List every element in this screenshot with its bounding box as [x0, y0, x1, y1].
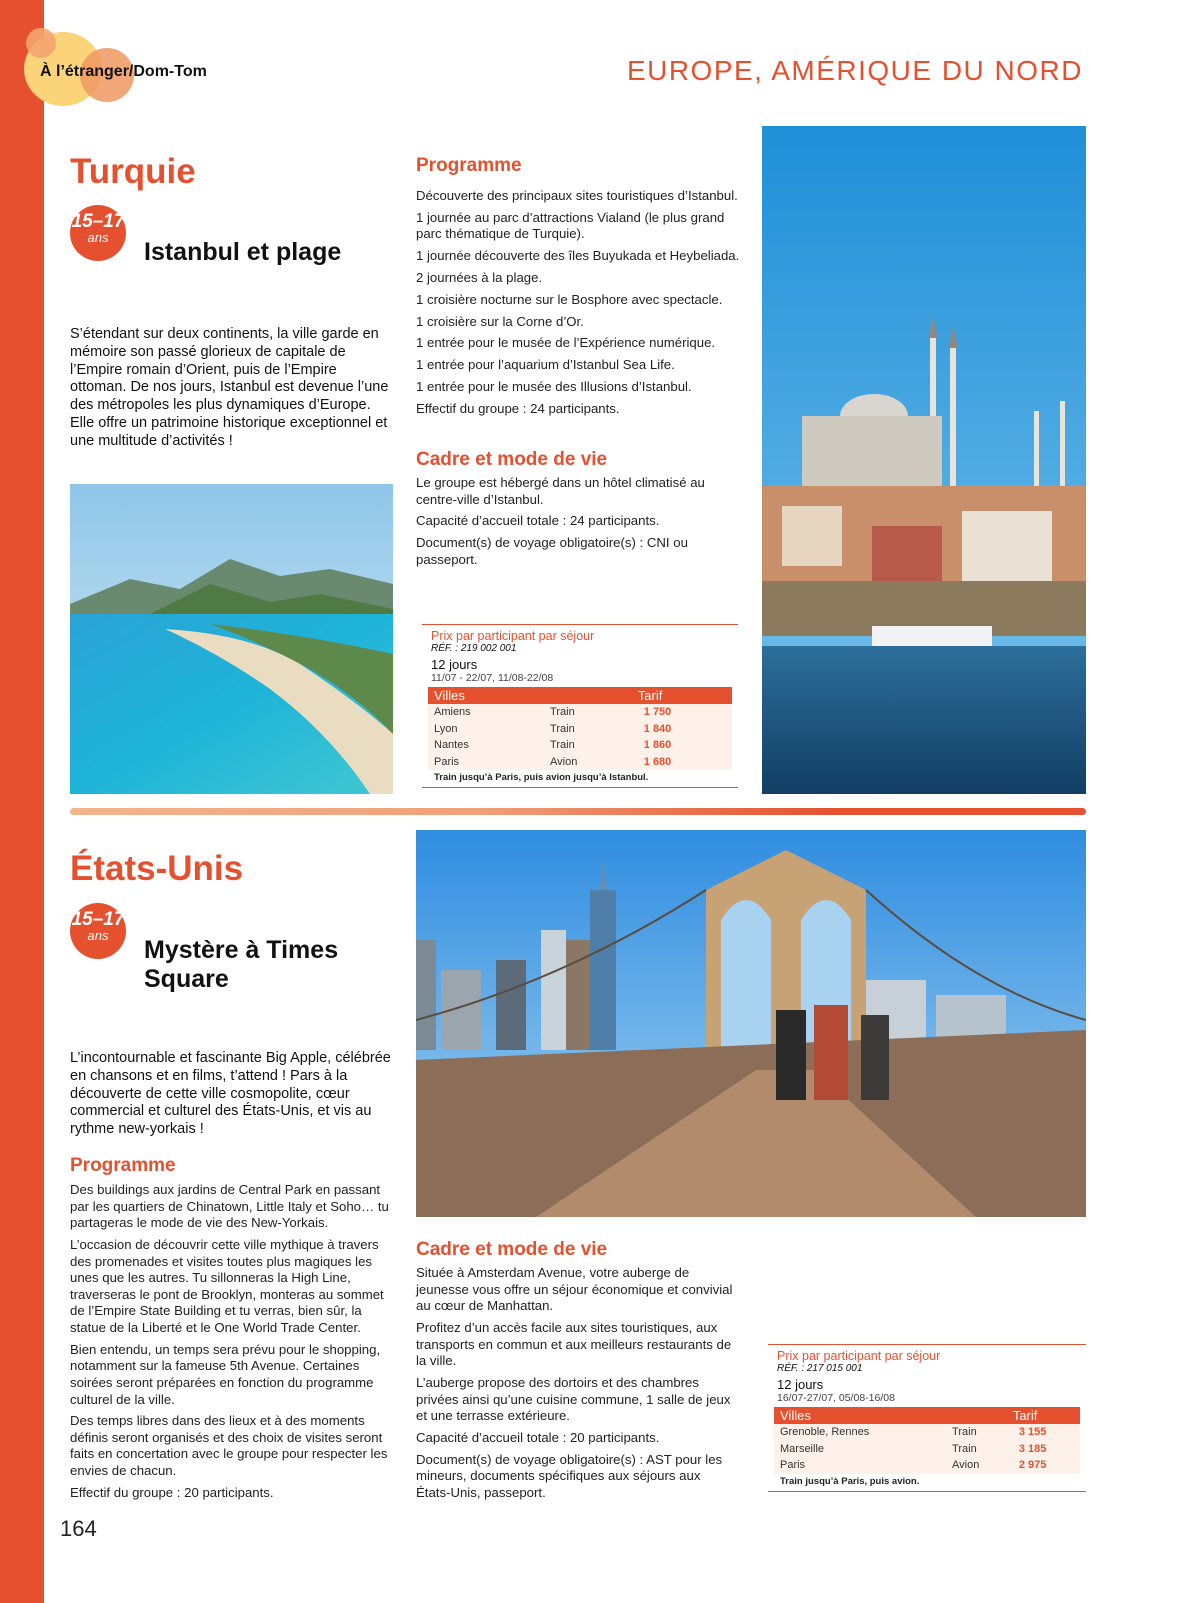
section-heading-cadre: Cadre et mode de vie — [416, 1239, 608, 1260]
cadre-item: Profitez d’un accès facile aux sites touristiques, aux transports en commun et aux meilleurs restaurants de la ville. — [416, 1319, 732, 1369]
programme-item: Des temps libres dans des lieux et à des moments définis seront organisés et des choix de visites seront faits en concertation avec le groupe pour respecter les envies de chacun. — [70, 1413, 388, 1479]
price-duration: 12 jours — [777, 1377, 824, 1392]
cadre-item: Document(s) de voyage obligatoire(s) : CNI ou passeport. — [416, 535, 688, 567]
programme-item: 1 entrée pour le musée des Illusions d’Istanbul. — [416, 378, 692, 394]
cadre-item: Le groupe est hébergé dans un hôtel climatisé au centre-ville d’Istanbul. — [416, 475, 705, 507]
programme-item: 1 croisière nocturne sur le Bosphore avec spectacle. — [416, 291, 723, 307]
row-price: 1 680 — [638, 754, 732, 771]
price-note: Train jusqu’à Paris, puis avion. — [780, 1475, 920, 1487]
programme-list — [416, 188, 742, 422]
programme-item: 1 journée découverte des îles Buyukada et Heybeliada. — [416, 248, 740, 264]
age-badge — [70, 903, 126, 959]
cadre-item: Document(s) de voyage obligatoire(s) : AST pour les mineurs, documents spécifiques aux séjours aux États-Unis, passeport. — [416, 1451, 723, 1500]
row-price: 1 750 — [638, 704, 732, 721]
row-transport: Avion — [544, 754, 638, 771]
section-divider — [70, 808, 1086, 815]
price-box-turquie — [422, 624, 738, 788]
istanbul-mosque-photo — [762, 126, 1086, 794]
beach-photo — [70, 484, 393, 794]
programme-item: 1 entrée pour le musée de l’Expérience numérique. — [416, 335, 716, 351]
programme-item: Effectif du groupe : 24 participants. — [416, 400, 620, 416]
country-title-turquie: Turquie — [70, 152, 196, 191]
col-header-city: Villes — [774, 1407, 946, 1424]
age-unit: ans — [87, 230, 109, 245]
cadre-item: Capacité d’accueil totale : 24 participants. — [416, 513, 660, 529]
row-city: Amiens — [428, 704, 544, 721]
row-transport: Train — [544, 704, 638, 721]
cadre-item: Située à Amsterdam Avenue, votre auberge de jeunesse vous offre un séjour économique et convivial au cœur de Manhattan. — [416, 1265, 733, 1314]
section-heading-programme: Programme — [416, 155, 522, 176]
price-ref: RÉF. : 217 015 001 — [777, 1363, 863, 1374]
price-table — [428, 687, 732, 770]
trip-intro: S’étendant sur deux continents, la ville garde en mémoire son passé glorieux de capitale de l’Empire romain d’Orient, puis de l’Empire ottoman. De nos jours, Istanbul est devenue l’une des métropoles les plus dynamiques d’Europe. Elle offre un patrimoine historique exceptionnel et une multitude d’activités ! — [70, 326, 389, 449]
price-box-title: Prix par participant par séjour — [431, 629, 595, 643]
table-row — [774, 1441, 1080, 1458]
row-price: 1 840 — [638, 721, 732, 738]
programme-item: 1 croisière sur la Corne d’Or. — [416, 313, 584, 329]
table-row — [428, 704, 732, 721]
row-price: 3 185 — [1013, 1441, 1080, 1458]
programme-item: Découverte des principaux sites touristiques d’Istanbul. — [416, 188, 738, 203]
cadre-item: L’auberge propose des dortoirs et des chambres privées ainsi qu’une cuisine commune, 1 salle de jeux et une terrasse extérieure. — [416, 1374, 731, 1424]
age-range: 15–17 — [71, 211, 125, 232]
programme-item: 2 journées à la plage. — [416, 269, 543, 285]
programme-item: L’occasion de découvrir cette ville mythique à travers des promenades et visites toutes plus magiques les unes que les autres. Tu sillonneras la High Line, traverseras le pont de Brooklyn, monteras au sommet de l’Empire State Building et tu verras, bien sûr, la statue de la Liberté et le One World Trade Center. — [70, 1236, 384, 1335]
table-row — [428, 737, 732, 754]
price-ref: RÉF. : 219 002 001 — [431, 643, 517, 654]
brooklyn-bridge-photo — [416, 830, 1086, 1217]
row-transport: Train — [544, 721, 638, 738]
programme-item: 1 entrée pour l’aquarium d’Istanbul Sea Life. — [416, 357, 675, 373]
trip-intro: L’incontournable et fascinante Big Apple, célébrée en chansons et en films, t’attend ! Pars à la découverte de cette ville cosmopolite, cœur commercial et culturel des États-Unis, et vis au rythme new-yorkais ! — [70, 1050, 391, 1138]
row-transport: Avion — [946, 1457, 1013, 1474]
age-range: 15–17 — [71, 909, 125, 930]
price-note: Train jusqu’à Paris, puis avion jusqu’à Istanbul. — [434, 772, 649, 783]
cadre-list — [416, 475, 738, 574]
row-price: 2 975 — [1013, 1457, 1080, 1474]
programme-item: Effectif du groupe : 20 participants. — [70, 1484, 274, 1500]
country-title-usa: États-Unis — [70, 849, 244, 888]
price-duration: 12 jours — [431, 657, 478, 672]
price-dates: 16/07-27/07, 05/08-16/08 — [777, 1392, 895, 1404]
page-number: 164 — [60, 1516, 97, 1541]
age-unit: ans — [87, 928, 109, 943]
row-price: 3 155 — [1013, 1424, 1080, 1441]
row-transport: Train — [544, 737, 638, 754]
section-heading-programme: Programme — [70, 1155, 176, 1176]
row-city: Paris — [428, 754, 544, 771]
programme-item: Des buildings aux jardins de Central Park en passant par les quartiers de Chinatown, Little Italy et Soho… tu partageras le mode de vie des New-Yorkais. — [70, 1182, 389, 1231]
region-title: EUROPE, AMÉRIQUE DU NORD — [626, 55, 1083, 86]
programme-list — [70, 1182, 396, 1507]
price-dates: 11/07 - 22/07, 11/08-22/08 — [431, 672, 554, 684]
col-header-price: Tarif — [1013, 1407, 1080, 1424]
section-tag: À l’étranger/Dom-Tom — [40, 63, 207, 80]
trip-title: Istanbul et plage — [144, 238, 342, 266]
age-badge — [70, 205, 126, 261]
programme-item: Bien entendu, un temps sera prévu pour le shopping, notamment sur la fameuse 5th Avenue. Certaines soirées seront préparées en fonction du programme culturel de la ville. — [70, 1341, 381, 1407]
table-row — [428, 754, 732, 771]
row-transport: Train — [946, 1424, 1013, 1441]
row-price: 1 860 — [638, 737, 732, 754]
col-header-price: Tarif — [638, 687, 732, 704]
table-row — [774, 1424, 1080, 1441]
section-heading-cadre: Cadre et mode de vie — [416, 449, 608, 470]
table-row — [774, 1457, 1080, 1474]
col-header-city: Villes — [428, 687, 544, 704]
price-table — [774, 1407, 1080, 1474]
trip-title: Mystère à Times Square — [144, 936, 339, 993]
row-city: Paris — [774, 1457, 946, 1474]
left-color-stripe — [0, 0, 44, 1603]
decorative-circle — [26, 28, 56, 58]
row-transport: Train — [946, 1441, 1013, 1458]
cadre-list — [416, 1265, 738, 1507]
price-box-usa — [768, 1344, 1086, 1492]
table-row — [428, 721, 732, 738]
row-city: Nantes — [428, 737, 544, 754]
programme-item: 1 journée au parc d’attractions Vialand (le plus grand parc thématique de Turquie). — [416, 209, 725, 242]
row-city: Grenoble, Rennes — [774, 1424, 946, 1441]
row-city: Lyon — [428, 721, 544, 738]
row-city: Marseille — [774, 1441, 946, 1458]
price-box-title: Prix par participant par séjour — [777, 1349, 941, 1363]
cadre-item: Capacité d’accueil totale : 20 participants. — [416, 1429, 660, 1445]
